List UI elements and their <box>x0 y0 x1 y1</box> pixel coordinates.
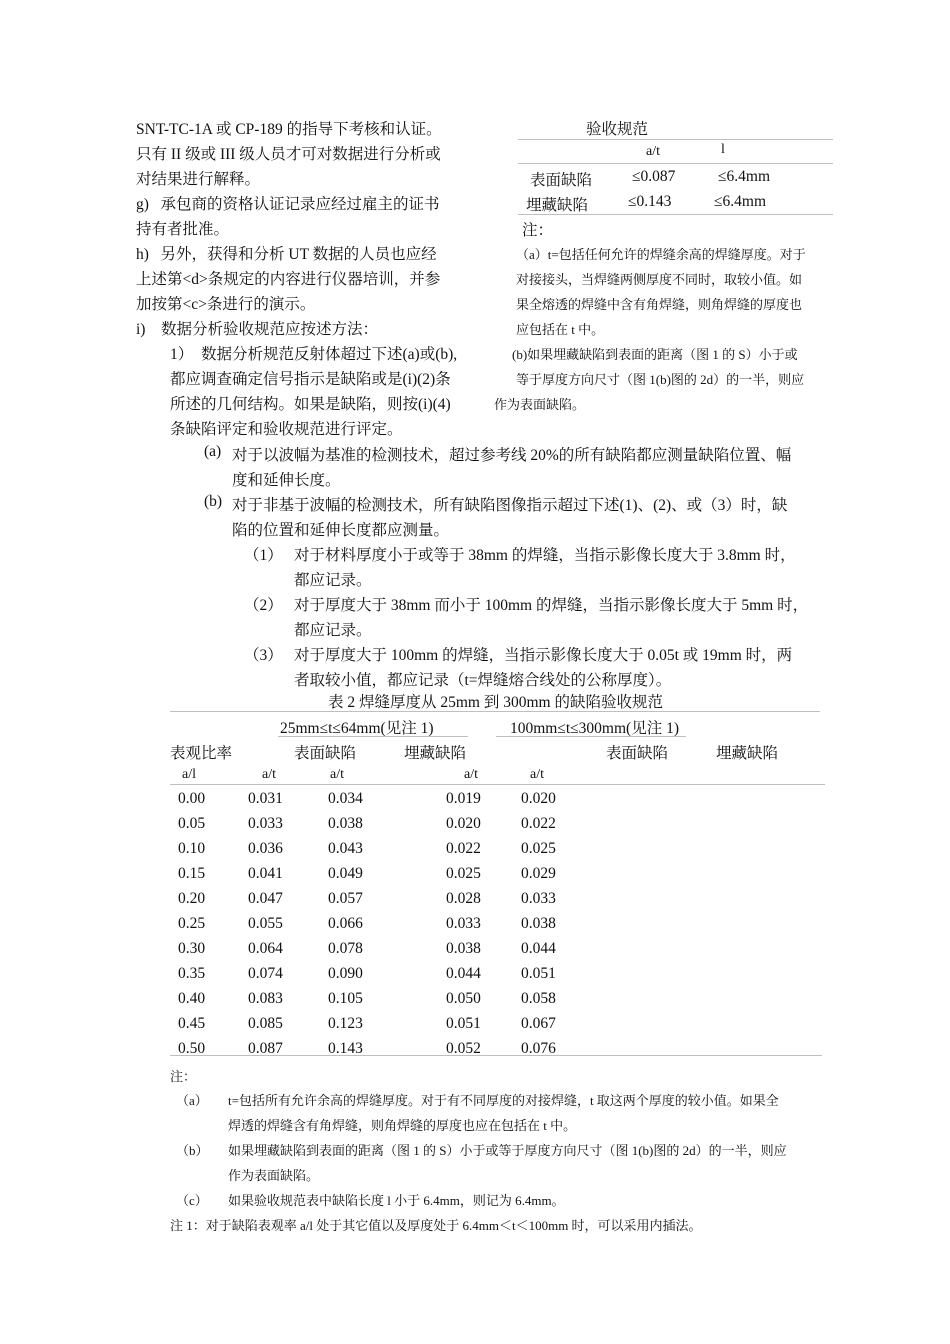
table1-row-label: 埋藏缺陷 <box>526 197 589 214</box>
table2-surface-2: 表面缺陷 <box>606 745 669 762</box>
value-cell: 0.078 <box>328 940 363 957</box>
note-label: （c） <box>176 1193 208 1208</box>
table1-row-l: ≤6.4mm <box>718 168 770 185</box>
subitem-text: 都应记录。 <box>294 572 372 589</box>
table2-footnote: 注 1：对于缺陷表观率 a/l 处于其它值以及厚度处于 6.4mm＜t＜100mm 时，可以采用内插法。 <box>170 1218 702 1233</box>
ratio-cell: 0.20 <box>178 890 206 907</box>
note-label: （b） <box>176 1143 209 1158</box>
value-cell: 0.123 <box>328 1015 363 1032</box>
item-text: 度和延伸长度。 <box>232 472 341 489</box>
note-label: （a） <box>176 1093 208 1108</box>
note-text: 作为表面缺陷。 <box>228 1168 320 1183</box>
table2-buried-1: 埋藏缺陷 <box>404 745 467 762</box>
table1-note-line: 对接接头，当焊缝两侧厚度不同时，取较小值。如 <box>516 272 803 287</box>
value-cell: 0.143 <box>328 1040 363 1057</box>
value-cell: 0.058 <box>521 990 556 1007</box>
ratio-cell: 0.15 <box>178 865 206 882</box>
table2-group2: 100mm≤t≤300mm(见注 1) <box>510 720 679 737</box>
value-cell: 0.087 <box>248 1040 283 1057</box>
value-cell: 0.025 <box>446 865 481 882</box>
subitem-text: 者取较小值，都应记录（t=焊缝熔合线处的公称厚度）。 <box>294 672 672 689</box>
text-line: 上述第<d>条规定的内容进行仪器培训，并参 <box>136 271 441 288</box>
value-cell: 0.041 <box>248 865 283 882</box>
table2-at: a/t <box>330 767 344 782</box>
table1-note-line: 应包括在 t 中。 <box>516 322 605 337</box>
table1-note-line: 果全熔透的焊缝中含有角焊缝，则角焊缝的厚度也 <box>516 297 803 312</box>
text-line: 加按第<c>条进行的演示。 <box>136 296 316 313</box>
value-cell: 0.050 <box>446 990 481 1007</box>
value-cell: 0.036 <box>248 840 283 857</box>
note-text: t=包括所有允许余高的焊缝厚度。对于有不同厚度的对接焊缝，t 取这两个厚度的较小值。如果全 <box>228 1093 779 1108</box>
ratio-cell: 0.45 <box>178 1015 206 1032</box>
table1-title: 验收规范 <box>586 121 649 138</box>
table2-ratio-sub: a/l <box>182 767 196 782</box>
table1-note-line: 等于厚度方向尺寸（图 1(b)图的 2d）的一半，则应 <box>516 372 805 387</box>
divider <box>518 214 833 215</box>
table2-surface-1: 表面缺陷 <box>294 745 357 762</box>
note-text: 如果验收规范表中缺陷长度 l 小于 6.4mm，则记为 6.4mm。 <box>228 1193 565 1208</box>
value-cell: 0.033 <box>446 915 481 932</box>
value-cell: 0.025 <box>521 840 556 857</box>
item-label: (a) <box>204 443 222 460</box>
value-cell: 0.047 <box>248 890 283 907</box>
value-cell: 0.022 <box>521 815 556 832</box>
item-text: 对于非基于波幅的检测技术，所有缺陷图像指示超过下述(1)、(2)、或（3）时，缺 <box>232 497 788 514</box>
table2-group1: 25mm≤t≤64mm(见注 1) <box>280 720 434 737</box>
value-cell: 0.020 <box>521 790 556 807</box>
subitem-text: 对于厚度大于 100mm 的焊缝，当指示影像长度大于 0.05t 或 19mm 时，两 <box>294 647 793 664</box>
subitem-text: 对于材料厚度小于或等于 38mm 的焊缝，当指示影像长度大于 3.8mm 时， <box>294 547 796 564</box>
value-cell: 0.038 <box>328 815 363 832</box>
table2-buried-2: 埋藏缺陷 <box>716 745 779 762</box>
value-cell: 0.090 <box>328 965 363 982</box>
subitem-label: （3） <box>244 647 283 664</box>
text-line: g) 承包商的资格认证记录应经过雇主的证书 <box>136 196 440 213</box>
divider <box>518 163 833 164</box>
ratio-cell: 0.50 <box>178 1040 206 1057</box>
value-cell: 0.029 <box>521 865 556 882</box>
value-cell: 0.038 <box>446 940 481 957</box>
text-line: 只有 II 级或 III 级人员才可对数据进行分析或 <box>136 146 441 163</box>
value-cell: 0.019 <box>446 790 481 807</box>
value-cell: 0.033 <box>248 815 283 832</box>
subitem-text: 对于厚度大于 38mm 而小于 100mm 的焊缝，当指示影像长度大于 5mm 时， <box>294 597 809 614</box>
value-cell: 0.033 <box>521 890 556 907</box>
divider <box>518 139 833 140</box>
value-cell: 0.083 <box>248 990 283 1007</box>
table2-ratio-label: 表观比率 <box>170 745 233 762</box>
value-cell: 0.043 <box>328 840 363 857</box>
value-cell: 0.049 <box>328 865 363 882</box>
text-line: h) 另外，获得和分析 UT 数据的人员也应经 <box>136 246 437 263</box>
value-cell: 0.038 <box>521 915 556 932</box>
item-text: 陷的位置和延伸长度都应测量。 <box>232 522 450 539</box>
table1-row-at: ≤0.143 <box>628 193 672 210</box>
value-cell: 0.105 <box>328 990 363 1007</box>
table1-header-at: a/t <box>646 144 660 159</box>
table2-at: a/t <box>464 767 478 782</box>
ratio-cell: 0.25 <box>178 915 206 932</box>
value-cell: 0.044 <box>521 940 556 957</box>
table1-header-l: l <box>721 142 725 157</box>
ratio-cell: 0.40 <box>178 990 206 1007</box>
value-cell: 0.031 <box>248 790 283 807</box>
table1-row-l: ≤6.4mm <box>714 193 766 210</box>
note-text: 如果埋藏缺陷到表面的距离（图 1 的 S）小于或等于厚度方向尺寸（图 1(b)图的 2d）的一半，则应 <box>228 1143 787 1158</box>
divider <box>278 736 468 737</box>
table2-at: a/t <box>530 767 544 782</box>
subitem-label: （1） <box>244 547 283 564</box>
value-cell: 0.066 <box>328 915 363 932</box>
divider <box>170 784 825 785</box>
value-cell: 0.044 <box>446 965 481 982</box>
value-cell: 0.052 <box>446 1040 481 1057</box>
table1-row-at: ≤0.087 <box>632 168 676 185</box>
table2-note-label: 注： <box>170 1069 197 1084</box>
divider <box>496 736 686 737</box>
text-line: 1） 数据分析规范反射体超过下述(a)或(b), <box>170 346 458 363</box>
text-line: i) 数据分析验收规范应按述方法： <box>136 321 378 338</box>
divider <box>170 1055 822 1056</box>
subitem-text: 都应记录。 <box>294 622 372 639</box>
table1-note-line: 作为表面缺陷。 <box>494 397 586 412</box>
value-cell: 0.051 <box>521 965 556 982</box>
value-cell: 0.064 <box>248 940 283 957</box>
table2-title: 表 2 焊缝厚度从 25mm 到 300mm 的缺陷验收规范 <box>328 694 663 711</box>
table1-note-label: 注： <box>522 222 554 239</box>
text-line: 持有者批准。 <box>136 221 230 238</box>
value-cell: 0.074 <box>248 965 283 982</box>
value-cell: 0.022 <box>446 840 481 857</box>
value-cell: 0.085 <box>248 1015 283 1032</box>
value-cell: 0.034 <box>328 790 363 807</box>
text-line: 都应调查确定信号指示是缺陷或是(i)(2)条 <box>170 371 451 388</box>
divider <box>170 711 820 712</box>
table1-row-label: 表面缺陷 <box>530 172 593 189</box>
value-cell: 0.055 <box>248 915 283 932</box>
value-cell: 0.067 <box>521 1015 556 1032</box>
value-cell: 0.051 <box>446 1015 481 1032</box>
text-line: SNT-TC-1A 或 CP-189 的指导下考核和认证。 <box>136 121 442 138</box>
value-cell: 0.076 <box>521 1040 556 1057</box>
table1-note-line: （a）t=包括任何允许的焊缝余高的焊缝厚度。对于 <box>516 247 806 262</box>
value-cell: 0.020 <box>446 815 481 832</box>
value-cell: 0.028 <box>446 890 481 907</box>
value-cell: 0.057 <box>328 890 363 907</box>
text-line: 所述的几何结构。如果是缺陷，则按(i)(4) <box>170 396 451 413</box>
subitem-label: （2） <box>244 597 283 614</box>
table2-at: a/t <box>262 767 276 782</box>
ratio-cell: 0.05 <box>178 815 206 832</box>
note-text: 焊透的焊缝含有角焊缝，则角焊缝的厚度也应在包括在 t 中。 <box>228 1118 577 1133</box>
text-line: 对结果进行解释。 <box>136 171 261 188</box>
ratio-cell: 0.30 <box>178 940 206 957</box>
ratio-cell: 0.00 <box>178 790 206 807</box>
table1-note-line: (b)如果埋藏缺陷到表面的距离（图 1 的 S）小于或 <box>512 347 798 362</box>
item-text: 对于以波幅为基准的检测技术，超过参考线 20%的所有缺陷都应测量缺陷位置、幅 <box>232 447 792 464</box>
ratio-cell: 0.10 <box>178 840 206 857</box>
text-line: 条缺陷评定和验收规范进行评定。 <box>170 421 403 438</box>
ratio-cell: 0.35 <box>178 965 206 982</box>
item-label: (b) <box>204 493 223 510</box>
